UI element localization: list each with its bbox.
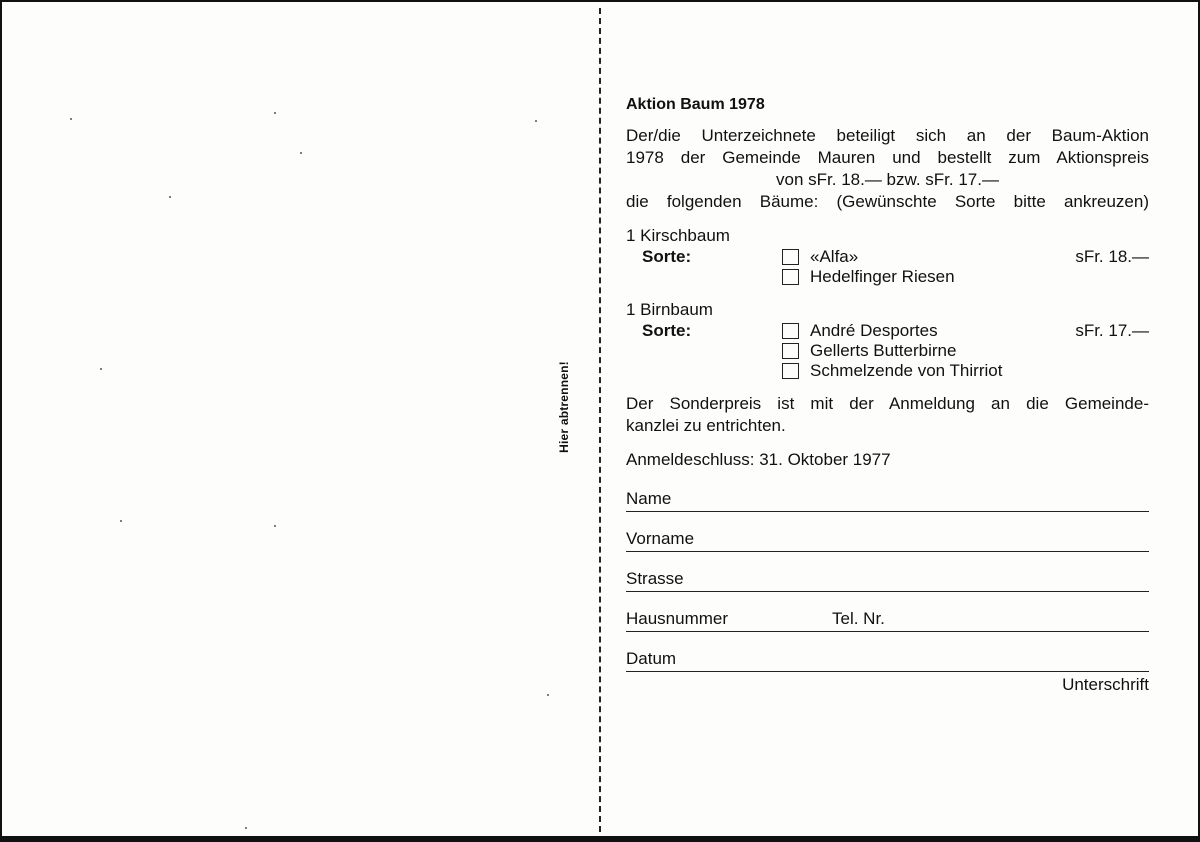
- price-line: von sFr. 18.— bzw. sFr. 17.—: [776, 170, 999, 189]
- field-label: Vorname: [626, 529, 695, 548]
- tree-price: sFr. 18.—: [1075, 247, 1149, 266]
- select-instruction: die folgenden Bäume: (Gewünschte Sorte bitte ankreuzen): [626, 192, 1149, 211]
- variety-name: «Alfa»: [810, 247, 859, 266]
- order-form: [626, 94, 1149, 696]
- variety-option-gellerts-butterbirne[interactable]: [626, 341, 1149, 361]
- form-title: Aktion Baum 1978: [626, 96, 765, 113]
- vorname-field[interactable]: [626, 527, 1149, 552]
- checkbox-andre-desportes[interactable]: [782, 323, 799, 339]
- field-label: Datum: [626, 649, 677, 668]
- name-input[interactable]: [626, 487, 1149, 511]
- checkbox-gellerts-butterbirne[interactable]: [782, 343, 799, 359]
- payment-notice: [626, 393, 1149, 437]
- name-field[interactable]: [626, 487, 1149, 512]
- variety-option-andre-desportes[interactable]: [626, 321, 1149, 341]
- tree-title: 1 Kirschbaum: [626, 226, 730, 245]
- variety-name: Hedelfinger Riesen: [810, 267, 955, 286]
- hausnummer-tel-field[interactable]: [626, 607, 1149, 632]
- paper-speck: [245, 827, 247, 829]
- strasse-field[interactable]: [626, 567, 1149, 592]
- datum-input[interactable]: [626, 647, 1149, 671]
- paper-speck: [100, 368, 102, 370]
- tree-birnbaum: [626, 299, 1149, 381]
- variety-name: Schmelzende von Thirriot: [810, 361, 1003, 380]
- field-label: Strasse: [626, 569, 684, 588]
- notice-line: Der Sonderpreis ist mit der Anmeldung an die Gemeinde-: [626, 394, 1149, 413]
- paper-speck: [169, 196, 171, 198]
- field-label: Tel. Nr.: [832, 609, 885, 628]
- variety-option-schmelzende-von-thirriot[interactable]: [626, 361, 1149, 381]
- sorte-label: Sorte:: [642, 247, 692, 266]
- paper-speck: [120, 520, 122, 522]
- cut-line: [599, 8, 601, 832]
- checkbox-alfa[interactable]: [782, 249, 799, 265]
- variety-option-hedelfinger-riesen[interactable]: [626, 267, 1149, 287]
- intro-line: 1978 der Gemeinde Mauren und bestellt zum Aktionspreis: [626, 148, 1149, 167]
- paper-speck: [547, 694, 549, 696]
- tree-price: sFr. 17.—: [1075, 321, 1149, 340]
- registration-deadline: Anmeldeschluss: 31. Oktober 1977: [626, 450, 891, 469]
- checkbox-schmelzende-von-thirriot[interactable]: [782, 363, 799, 379]
- checkbox-hedelfinger-riesen[interactable]: [782, 269, 799, 285]
- signature-label: Unterschrift: [1062, 675, 1149, 694]
- field-label: Hausnummer: [626, 609, 729, 628]
- intro-line: Der/die Unterzeichnete beteiligt sich an der Baum-Aktion: [626, 126, 1149, 145]
- paper-speck: [274, 112, 276, 114]
- paper-speck: [70, 118, 72, 120]
- cut-here-label: Hier abtrennen!: [557, 361, 571, 453]
- paper-speck: [300, 152, 302, 154]
- notice-line: kanzlei zu entrichten.: [626, 416, 786, 435]
- strasse-input[interactable]: [626, 567, 1149, 591]
- tree-title: 1 Birnbaum: [626, 300, 713, 319]
- datum-field[interactable]: [626, 647, 1149, 672]
- variety-name: Gellerts Butterbirne: [810, 341, 957, 360]
- hausnummer-tel-input[interactable]: [626, 607, 1149, 631]
- variety-name: André Desportes: [810, 321, 938, 340]
- paper-speck: [535, 120, 537, 122]
- tree-kirschbaum: [626, 225, 1149, 287]
- field-label: Name: [626, 489, 672, 508]
- variety-option-alfa[interactable]: [626, 247, 1149, 267]
- paper-speck: [274, 525, 276, 527]
- sorte-label: Sorte:: [642, 321, 692, 340]
- vorname-input[interactable]: [626, 527, 1149, 551]
